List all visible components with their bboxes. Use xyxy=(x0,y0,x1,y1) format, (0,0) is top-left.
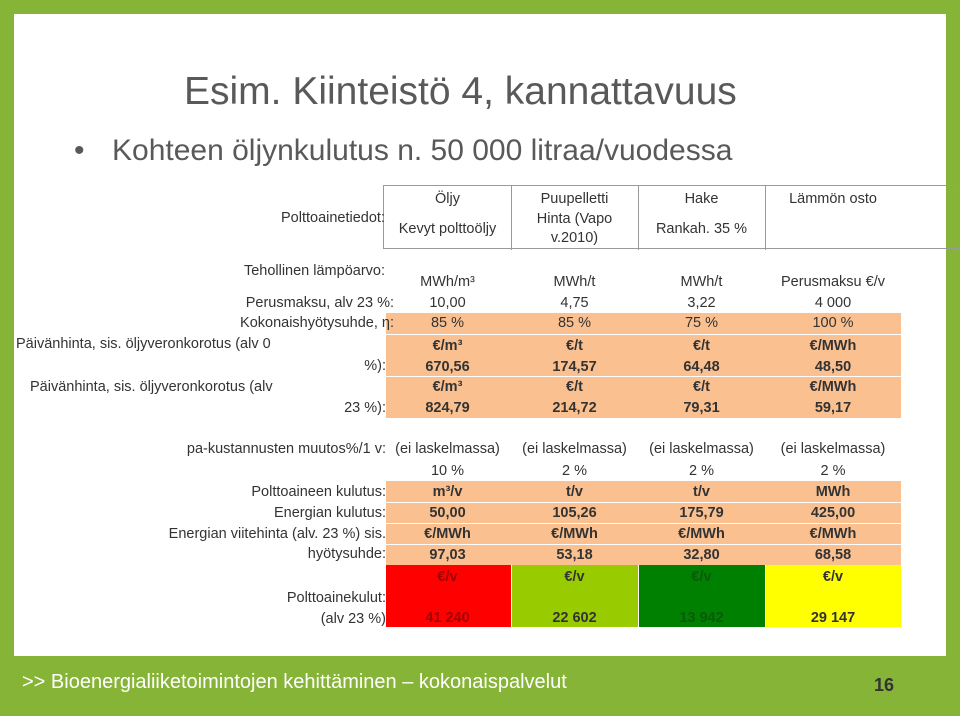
base-fee-heat: 4 000 xyxy=(814,295,852,311)
fuel-header-oil-type: Kevyt polttoöljy xyxy=(398,221,497,237)
price-vat23-unit-oil: €/m³ xyxy=(432,379,463,395)
price-vat23-chip: 79,31 xyxy=(683,400,720,416)
energy-price-label-line2: hyötysuhde: xyxy=(307,546,386,562)
energy-consumption-label: Energian kulutus: xyxy=(273,505,386,521)
energy-consumption-oil: 50,00 xyxy=(429,505,466,521)
energy-price-unit-chip: €/MWh xyxy=(678,526,725,542)
price-vat23-heat: 59,17 xyxy=(814,400,852,416)
fuel-costs-oil: 41 240 xyxy=(425,610,470,626)
energy-consumption-heat: 425,00 xyxy=(810,505,856,521)
energy-consumption-pellet: 105,26 xyxy=(552,505,597,521)
energy-price-oil: 97,03 xyxy=(429,547,466,563)
heating-value-label: Tehollinen lämpöarvo: xyxy=(243,263,385,279)
bullet-dot-icon: • xyxy=(74,134,85,167)
fuel-consumption-unit-pellet: t/v xyxy=(566,484,583,500)
price-vat23-pellet: 214,72 xyxy=(552,400,597,416)
price-vat0-pellet: 174,57 xyxy=(552,359,597,375)
footer-bar xyxy=(0,656,960,716)
efficiency-label: Kokonaishyötysuhde, η: xyxy=(240,315,394,331)
fuel-header-chip-type: Rankah. 35 % xyxy=(655,221,748,237)
base-fee-pellet: 4,75 xyxy=(560,295,589,311)
energy-price-label-line1: Energian viitehinta (alv. 23 %) sis. xyxy=(168,526,386,542)
cost-change-pellet: 2 % xyxy=(562,463,587,479)
header-label: Polttoainetiedot: xyxy=(281,210,385,226)
energy-price-unit-oil: €/MWh xyxy=(424,526,471,542)
price-vat0-chip: 64,48 xyxy=(683,359,720,375)
cost-change-note-chip: (ei laskelmassa) xyxy=(649,441,754,457)
efficiency-oil: 85 % xyxy=(430,315,465,331)
slide-title: Esim. Kiinteistö 4, kannattavuus xyxy=(184,70,737,113)
fuel-header-heat-purchase: Lämmön osto xyxy=(789,191,877,207)
price-vat0-unit-pellet: €/t xyxy=(566,338,583,354)
price-vat0-unit-chip: €/t xyxy=(693,338,710,354)
fuel-costs-chip: 13 942 xyxy=(679,610,724,626)
fuel-costs-unit-heat: €/v xyxy=(822,569,844,585)
fuel-costs-label-line2: (alv 23 %) xyxy=(320,611,386,627)
price-vat23-label-line1: Päivänhinta, sis. öljyveronkorotus (alv xyxy=(30,379,273,395)
cost-change-label: pa-kustannusten muutos%/1 v: xyxy=(186,441,386,457)
cost-change-note-oil: (ei laskelmassa) xyxy=(395,441,500,457)
heating-value-unit-pellet: MWh/t xyxy=(553,274,596,290)
efficiency-chip: 75 % xyxy=(684,315,719,331)
energy-consumption-chip: 175,79 xyxy=(679,505,724,521)
base-fee-oil: 10,00 xyxy=(429,295,466,311)
fuel-consumption-unit-oil: m³/v xyxy=(432,484,463,500)
fuel-costs-unit-pellet: €/v xyxy=(564,569,585,585)
heating-value-unit-heat: Perusmaksu €/v xyxy=(781,274,885,290)
price-vat23-unit-heat: €/MWh xyxy=(809,379,857,395)
price-vat23-label-line2: 23 %): xyxy=(344,400,386,416)
fuel-header-pellet-name: Puupelletti xyxy=(540,191,609,207)
fuel-costs-label-line1: Polttoainekulut: xyxy=(286,590,386,606)
price-vat23-unit-pellet: €/t xyxy=(566,379,583,395)
base-fee-label: Perusmaksu, alv 23 %: xyxy=(245,295,394,311)
fuel-costs-unit-oil: €/v xyxy=(437,569,458,585)
base-fee-chip: 3,22 xyxy=(687,295,716,311)
energy-price-chip: 32,80 xyxy=(683,547,720,563)
fuel-costs-unit-chip: €/v xyxy=(691,569,712,585)
footer-text: >> Bioenergialiiketoimintojen kehittäminen – kokonaispalvelut xyxy=(22,671,567,693)
price-vat0-unit-heat: €/MWh xyxy=(809,338,857,354)
price-vat0-label-line1: Päivänhinta, sis. öljyveronkorotus (alv 0 xyxy=(16,336,271,352)
efficiency-heat: 100 % xyxy=(812,315,854,331)
energy-price-unit-pellet: €/MWh xyxy=(551,526,598,542)
bullet-text: Kohteen öljynkulutus n. 50 000 litraa/vuodessa xyxy=(112,134,733,167)
fuel-consumption-unit-chip: t/v xyxy=(693,484,710,500)
heating-value-unit-oil: MWh/m³ xyxy=(420,274,475,290)
fuel-header-pellet-price: Hinta (Vapo xyxy=(536,211,613,227)
fuel-consumption-label: Polttoaineen kulutus: xyxy=(251,484,386,500)
heating-value-unit-chip: MWh/t xyxy=(680,274,723,290)
fuel-costs-heat: 29 147 xyxy=(810,610,856,626)
energy-price-heat: 68,58 xyxy=(814,547,852,563)
price-vat0-label-line2: %): xyxy=(364,358,386,374)
fuel-costs-pellet: 22 602 xyxy=(552,610,597,626)
energy-price-pellet: 53,18 xyxy=(556,547,593,563)
energy-price-unit-heat: €/MWh xyxy=(809,526,857,542)
price-vat0-heat: 48,50 xyxy=(814,359,852,375)
cost-change-note-heat: (ei laskelmassa) xyxy=(780,441,886,457)
fuel-consumption-unit-heat: MWh xyxy=(815,484,851,500)
page-number: 16 xyxy=(874,675,895,695)
cost-change-heat: 2 % xyxy=(820,463,846,479)
cost-change-chip: 2 % xyxy=(689,463,714,479)
price-vat23-unit-chip: €/t xyxy=(693,379,710,395)
cost-change-oil: 10 % xyxy=(430,463,465,479)
fuel-header-oil-name: Öljy xyxy=(435,191,460,207)
efficiency-pellet: 85 % xyxy=(557,315,592,331)
cost-change-note-pellet: (ei laskelmassa) xyxy=(522,441,627,457)
price-vat0-unit-oil: €/m³ xyxy=(432,338,463,354)
fuel-header-chip-name: Hake xyxy=(684,191,719,207)
price-vat23-oil: 824,79 xyxy=(425,400,470,416)
price-vat0-oil: 670,56 xyxy=(425,359,470,375)
fuel-header-pellet-year: v.2010) xyxy=(550,230,599,246)
